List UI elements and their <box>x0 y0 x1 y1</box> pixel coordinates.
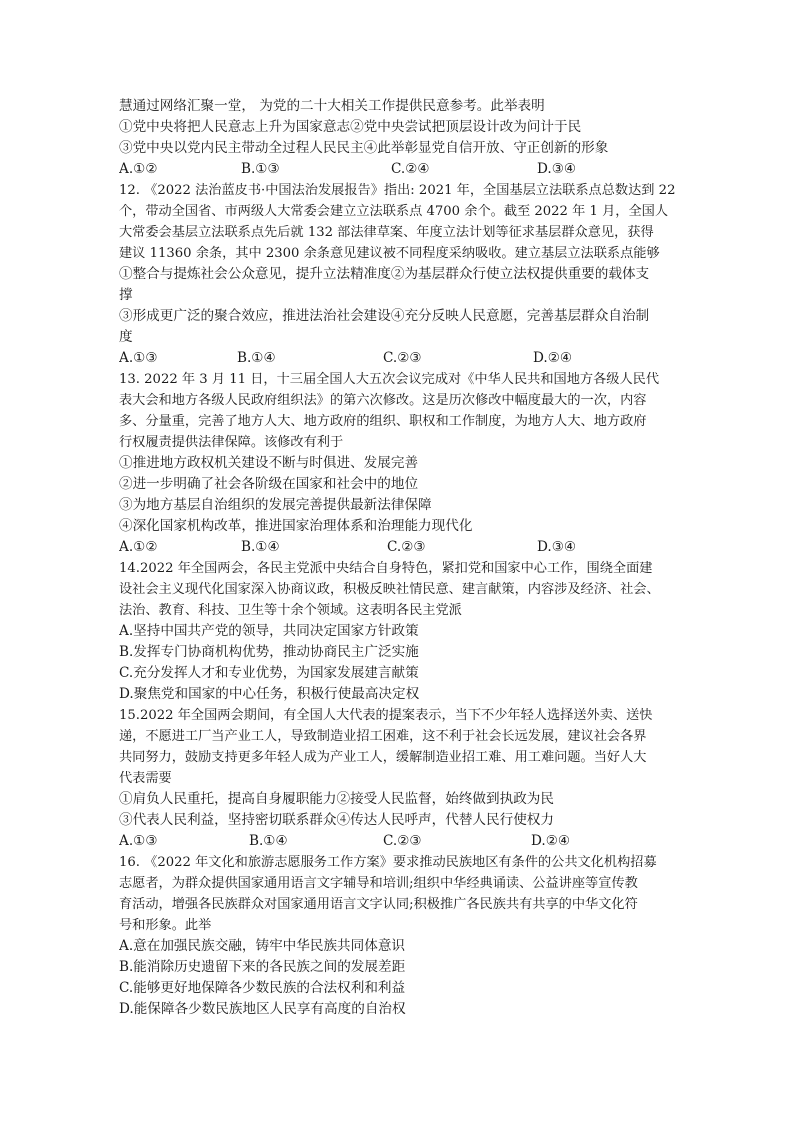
statement-line: ③为地方基层自治组织的发展完善提供最新法律保障 <box>119 497 432 513</box>
statement-line: ①党中央将把人民意志上升为国家意志②党中央尝试把顶层设计改为问计于民 <box>119 119 582 135</box>
question-16-text: 16. 《2022 年文化和旅游志愿服务工作方案》要求推动民族地区有条件的公共文化机构招募 <box>119 855 657 870</box>
option-a: A.坚持中国共产党的领导，共同决定国家方针政策 <box>119 623 419 639</box>
option-b: B.能消除历史遗留下来的各民族之间的发展差距 <box>119 959 406 975</box>
question-text: 大常委会基层立法联系点先后就 132 部法律草案、年度立法计划等征求基层群众意见，获得 <box>119 225 654 240</box>
answer-options <box>119 348 704 369</box>
statement-line: 度 <box>119 329 133 345</box>
question-text: 建议 11360 余条，其中 2300 余条意见建议被不同程度采纳吸收。建立基层立法联系点能够 <box>119 246 660 261</box>
statement-line: ①肩负人民重托，提高自身履职能力②接受人民监督，始终做到执政为民 <box>119 791 554 807</box>
answer-options <box>119 831 704 852</box>
option-a: A.①② <box>119 161 158 177</box>
question-text: 育活动，增强各民族群众对国家通用语言文字认同;积极推广各民族共有共享的中华文化符 <box>119 897 638 912</box>
option-d: D.能保障各少数民族地区人民享有高度的自治权 <box>119 1001 406 1017</box>
option-b: B.①④ <box>249 833 288 849</box>
question-text: 行权履责提供法律保障。该修改有利于 <box>119 435 344 450</box>
option-d: D.②④ <box>533 350 573 366</box>
option-a: A.①② <box>119 539 158 555</box>
statement-line: ②进一步明确了社会各阶级在国家和社会中的地位 <box>119 476 419 492</box>
question-14-text: 14.2022 年全国两会，各民主党派中央结合自身特色，紧扣党和国家中心工作，围绕全面建 <box>119 561 653 576</box>
option-b: B.①③ <box>241 161 280 177</box>
question-15-text: 15.2022 年全国两会期间，有全国人大代表的提案表示，当下不少年轻人选择送外卖、送快 <box>119 708 653 723</box>
option-a: A.①③ <box>119 833 158 849</box>
statement-line: ④深化国家机构改革，推进国家治理体系和治理能力现代化 <box>119 518 473 534</box>
statement-line: ③代表人民利益，坚持密切联系群众④传达人民呼声，代替人民行使权力 <box>119 812 554 828</box>
statement-line: ①推进地方政权机关建设不断与时俱进、发展完善 <box>119 455 419 471</box>
option-c: C.能够更好地保障各少数民族的合法权利和利益 <box>119 980 406 996</box>
option-a: A.意在加强民族交融，铸牢中华民族共同体意识 <box>119 938 406 954</box>
question-text: 多、分量重，完善了地方人大、地方政府的组织、职权和工作制度，为地方人大、地方政府 <box>119 414 647 429</box>
option-c: C.②③ <box>387 539 426 555</box>
question-text: 表大会和地方各级人民政府组织法》的第六次修改。这是历次修改中幅度最大的一次，内容 <box>119 393 647 408</box>
option-b: B.①④ <box>241 539 280 555</box>
option-a: A.①③ <box>119 350 158 366</box>
option-b: B.发挥专门协商机构优势，推动协商民主广泛实施 <box>119 644 419 660</box>
option-c: C.②③ <box>383 833 422 849</box>
option-d: D.聚焦党和国家的中心任务，积极行使最高决定权 <box>119 686 420 702</box>
option-c: C.②④ <box>391 161 430 177</box>
option-d: D.②④ <box>531 833 571 849</box>
option-d: D.③④ <box>537 161 577 177</box>
question-text: 法治、教育、科技、卫生等十余个领域。这表明各民主党派 <box>119 603 462 618</box>
statement-line: ③党中央以党内民主带动全过程人民民主④此举彰显党自信开放、守正创新的形象 <box>119 140 609 156</box>
question-12-text: 12. 《2022 法治蓝皮书·中国法治发展报告》指出: 2021 年，全国基层立法联系点总数达到 22 <box>119 183 676 198</box>
statement-line: ①整合与提炼社会公众意见，提升立法精准度②为基层群众行使立法权提供重要的载体支 <box>119 266 650 282</box>
question-text: 设社会主义现代化国家深入协商议政，积极反映社情民意、建言献策，内容涉及经济、社会、 <box>119 582 660 597</box>
exam-page <box>119 96 704 1020</box>
option-c: C.充分发挥人才和专业优势，为国家发展建言献策 <box>119 665 419 681</box>
statement-line: ③形成更广泛的聚合效应，推进法治社会建设④充分反映人民意愿，完善基层群众自治制 <box>119 308 650 324</box>
question-text: 志愿者，为群众提供国家通用语言文字辅导和培训;组织中华经典诵读、公益讲座等宣传教 <box>119 876 638 891</box>
option-c: C.②③ <box>383 350 422 366</box>
question-text: 共同努力，鼓励支持更多年轻人成为产业工人，缓解制造业招工难、用工难问题。当好人大 <box>119 750 647 765</box>
option-d: D.③④ <box>537 539 577 555</box>
question-text: 代表需要 <box>119 771 172 786</box>
question-text: 号和形象。此举 <box>119 918 212 933</box>
question-text: 慧通过网络汇聚一堂， 为党的二十大相关工作提供民意参考。此举表明 <box>119 98 545 114</box>
answer-options <box>119 537 704 558</box>
question-text: 递，不愿进工厂当产业工人，导致制造业招工困难，这不利于社会长远发展，建议社会各界 <box>119 729 647 744</box>
statement-line: 撑 <box>119 287 133 303</box>
question-text: 个，带动全国省、市两级人大常委会建立立法联系点 4700 余个。截至 2022 年 1 月，全国人 <box>119 204 669 219</box>
option-b: B.①④ <box>237 350 276 366</box>
question-13-text: 13. 2022 年 3 月 11 日，十三届全国人大五次会议完成对《中华人民共和国地方各级人民代 <box>119 372 660 387</box>
answer-options <box>119 159 704 180</box>
